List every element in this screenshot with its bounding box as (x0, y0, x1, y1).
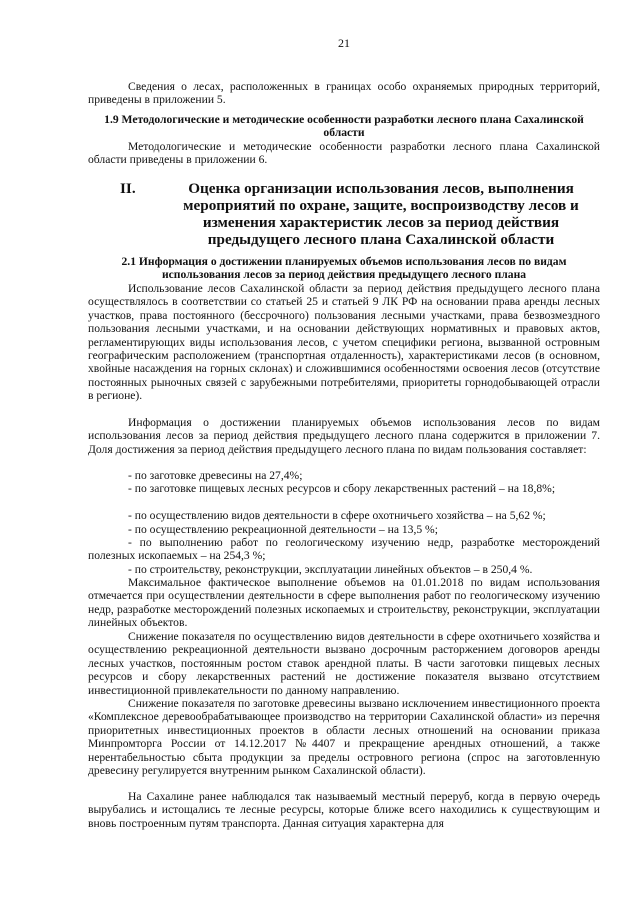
page-number: 21 (338, 36, 350, 50)
chapter-2-title: Оценка организации использования лесов, выполнения мероприятий по охране, защите, воспроизводству лесов и изменения характеристик лесов за период действия предыдущего лесного плана Сахалинской области (183, 180, 579, 248)
section-2-1-heading: 2.1 Информация о достижении планируемых объемов использования лесов по видам использования лесов за период действия предыдущего лесного плана (121, 255, 567, 282)
paragraph-protected-areas: Сведения о лесах, расположенных в границах особо охраняемых природных территорий, приведены в приложении 5. (88, 80, 600, 107)
section-2-1-paragraph-6: На Сахалине ранее наблюдался так называемый местный переруб, когда в первую очередь вырубались и истощались те лесные ресурсы, которые ближе всего находились к существующим и вновь построенным путям транспорта. Данная ситуация характерна для (88, 790, 600, 830)
list-item: - по выполнению работ по геологическому изучению недр, разработке месторождений полезных ископаемых – на 254,3 %; (88, 536, 600, 563)
section-2-1-paragraph-5: Снижение показателя по заготовке древесины вызвано исключением инвестиционного проекта «Комплексное деревообрабатывающее производство на территории Сахалинской области» из перечня приоритетных инвестиционных проектов в области лесных отношений на основании приказа Минпромторга России от 14.12.2017 №4407 и прекращение арендных отношений, а также нерентабельностью сбыта продукции за пределы островного региона (спрос на заготовленную древесину регулируется внутренним рынком Сахалинской области). (88, 697, 600, 778)
list-item: - по осуществлению рекреационной деятельности – на 13,5 %; (128, 523, 438, 536)
section-2-1-paragraph-2: Информация о достижении планируемых объемов использования лесов по видам использования лесов за период действия предыдущего лесного плана содержится в приложении 7. Доля достижения за период действия предыдущего лесного плана по видам пользования составляет: (88, 416, 600, 456)
chapter-2-heading (88, 180, 600, 248)
section-1-9-heading: 1.9 Методологические и методические особенности разработки лесного плана Сахалинской области (104, 113, 584, 140)
section-1-9-text: Методологические и методические особенности разработки лесного плана Сахалинской области приведены в приложении 6. (88, 140, 600, 167)
list-item: - по заготовке древесины на 27,4%; (128, 469, 303, 482)
chapter-2-number: II. (120, 180, 136, 197)
section-2-1-paragraph-3: Максимальное фактическое выполнение объемов на 01.01.2018 по видам использования отмечается при осуществлении деятельности в сфере выполнения работ по геологическому изучению недр, разработке месторождений полезных ископаемых и строительству, реконструкции, эксплуатации линейных объектов. (88, 576, 600, 630)
section-2-1-paragraph-4: Снижение показателя по осуществлению видов деятельности в сфере охотничьего хозяйства и осуществлению рекреационной деятельности вызвано досрочным расторжением договоров аренды лесных участков, постоянным ростом ставок арендной платы. В части заготовки пищевых лесных ресурсов и сбору лекарственных растений не достижение показателя вызвано отсутствием инвестиционной привлекательности по данному направлению. (88, 630, 600, 697)
section-2-1-paragraph-1: Использование лесов Сахалинской области за период действия предыдущего лесного плана осуществлялось в соответствии со статьей 25 и статьей 9 ЛК РФ на основании права аренды лесных участков, права постоянного (бессрочного) пользования лесными участками, права безвозмездного пользования лесными участками, и на основании действующих нормативных и правовых актов, регламентирующих виды использования лесов, с учетом специфики региона, вызванной островным географическим расположением (транспортная отдаленность), характеристиками лесов (в основном, хвойные насаждения на горных склонах) и сложившимися особенностями освоения лесов (отсутствие постоянных рыночных связей с зарубежными потребителями, приоритеты горнодобывающей отрасли в регионе). (88, 282, 600, 403)
list-item: - по осуществлению видов деятельности в сфере охотничьего хозяйства – на 5,62 %; (128, 509, 546, 522)
list-item: - по строительству, реконструкции, эксплуатации линейных объектов – в 250,4 %. (128, 563, 533, 576)
list-item: - по заготовке пищевых лесных ресурсов и сбору лекарственных растений – на 18,8%; (128, 482, 556, 495)
